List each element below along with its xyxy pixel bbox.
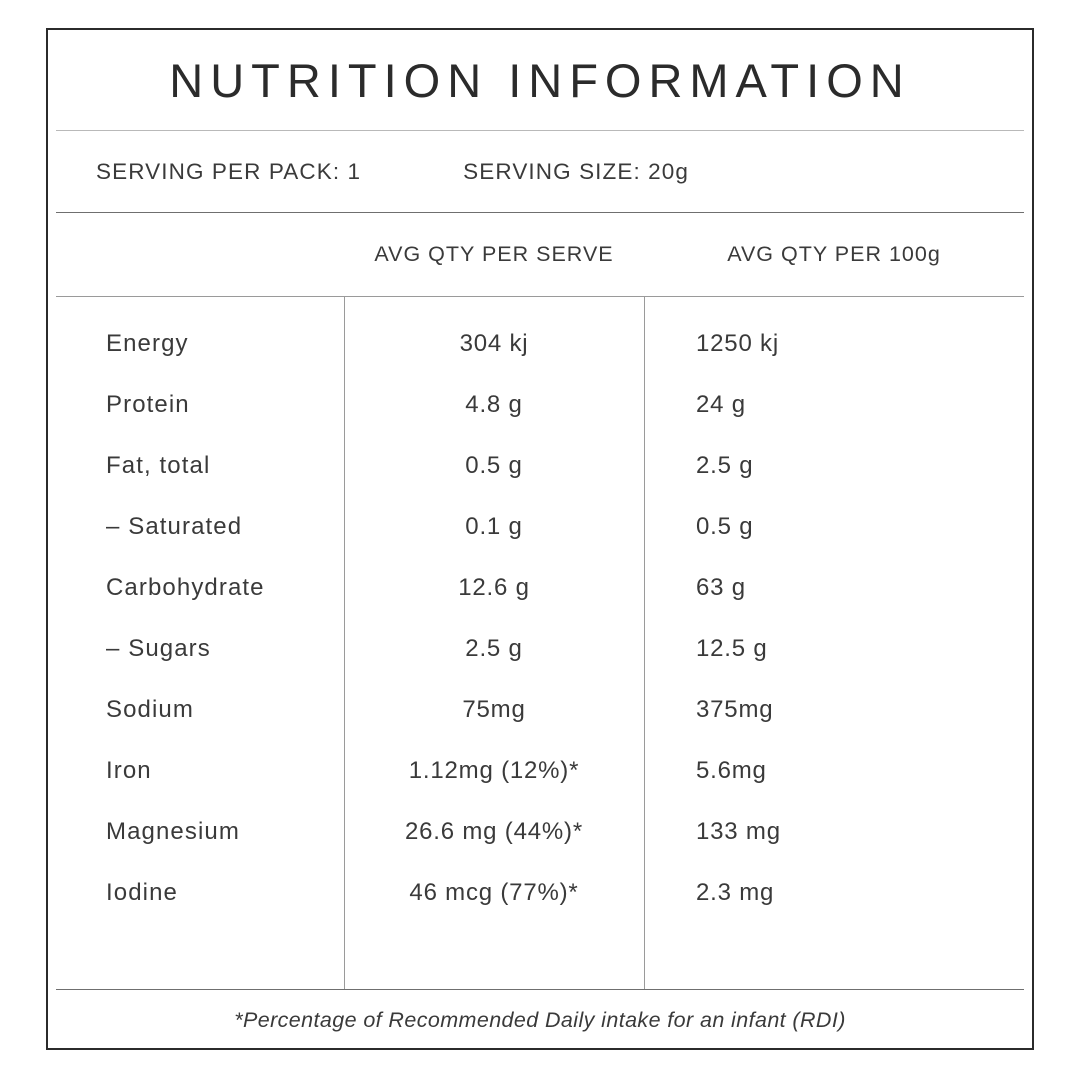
footnote-text: *Percentage of Recommended Daily intake for an infant (RDI) [234, 1007, 846, 1032]
nutrient-per-serve: 0.5 g [465, 451, 523, 479]
nutrient-per-serve: 0.1 g [465, 512, 523, 540]
nutrient-per-100g: 63 g [696, 573, 746, 601]
nutrient-per-serve: 26.6 mg (44%)* [405, 817, 583, 845]
nutrition-table-body [56, 297, 1024, 989]
table-row [56, 557, 1024, 618]
nutrient-per-100g: 375mg [696, 695, 774, 723]
table-row [56, 618, 1024, 679]
table-row [56, 313, 1024, 374]
nutrient-per-serve: 75mg [462, 695, 526, 723]
nutrient-per-100g: 133 mg [696, 817, 781, 845]
nutrient-name: Iron [106, 756, 152, 784]
nutrient-name: Carbohydrate [106, 573, 265, 601]
table-row [56, 374, 1024, 435]
nutrient-per-serve: 4.8 g [465, 390, 523, 418]
table-row [56, 435, 1024, 496]
nutrient-per-100g: 0.5 g [696, 512, 754, 540]
nutrient-name: Energy [106, 329, 189, 357]
footnote-row [56, 989, 1024, 1050]
serving-size: SERVING SIZE: 20g [463, 158, 690, 184]
nutrient-name: Protein [106, 390, 190, 418]
table-row [56, 862, 1024, 923]
serving-per-pack: SERVING PER PACK: 1 [96, 158, 362, 184]
table-row [56, 679, 1024, 740]
table-row [56, 801, 1024, 862]
nutrition-information-panel [46, 28, 1034, 1050]
serving-row [56, 131, 1024, 213]
nutrient-name: Sodium [106, 695, 194, 723]
nutrient-per-serve: 12.6 g [458, 573, 530, 601]
nutrient-per-serve: 46 mcg (77%)* [409, 878, 579, 906]
nutrient-name: Iodine [106, 878, 178, 906]
table-row [56, 740, 1024, 801]
nutrient-per-100g: 5.6mg [696, 756, 767, 784]
nutrient-per-100g: 2.3 mg [696, 878, 775, 906]
nutrient-name: Magnesium [106, 817, 240, 845]
nutrition-rows [56, 297, 1024, 923]
column-header-per-serve: AVG QTY PER SERVE [374, 242, 614, 266]
nutrient-per-serve: 1.12mg (12%)* [408, 756, 580, 784]
nutrient-name: Fat, total [106, 451, 211, 479]
column-header-row [56, 213, 1024, 297]
column-header-per-100g: AVG QTY PER 100g [727, 242, 941, 266]
nutrient-per-100g: 24 g [696, 390, 746, 418]
nutrient-per-serve: 304 kj [459, 329, 529, 357]
nutrient-per-100g: 1250 kj [696, 329, 779, 357]
title-row [56, 30, 1024, 131]
nutrient-per-serve: 2.5 g [465, 634, 523, 662]
nutrient-name: – Sugars [106, 634, 211, 662]
nutrient-per-100g: 12.5 g [696, 634, 768, 662]
nutrient-name: – Saturated [106, 512, 243, 540]
nutrient-per-100g: 2.5 g [696, 451, 754, 479]
table-row [56, 496, 1024, 557]
page-title: NUTRITION INFORMATION [169, 53, 911, 107]
